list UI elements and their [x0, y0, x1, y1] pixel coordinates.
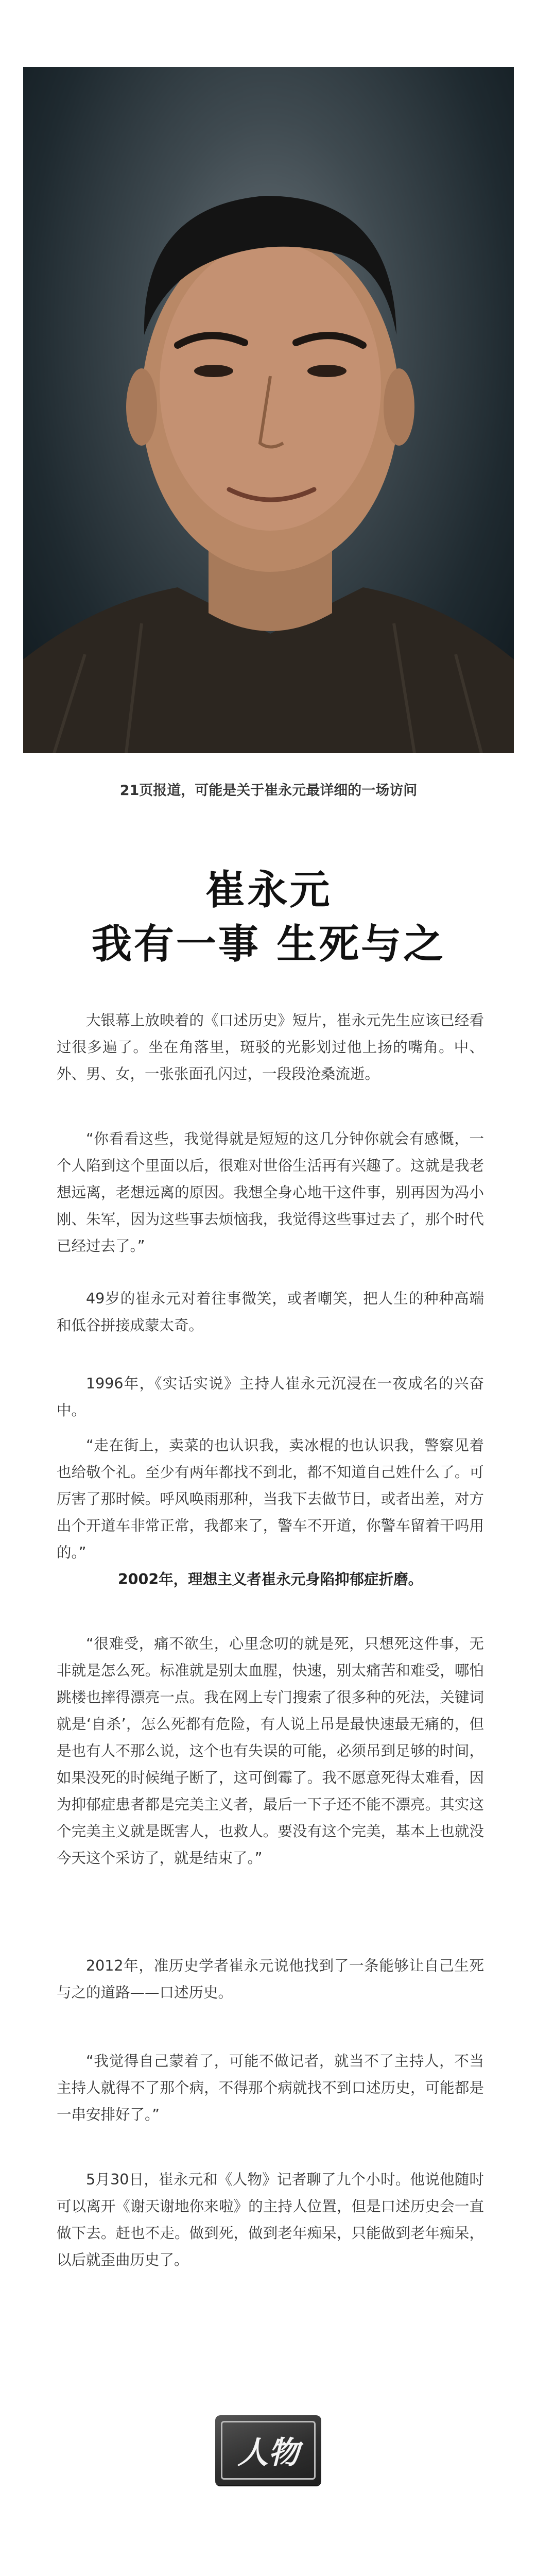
headline-name: 崔永元	[205, 867, 332, 913]
paragraph-quote-1: “你看看这些，我觉得就是短短的这几分钟你就会有感慨，一个人陷到这个里面以后，很难对世俗生活再有兴趣了。这就是我老想远离，老想远离的原因。我想全身心地干这件事，别再因为冯小刚、朱军，因为这些事去烦恼我，我觉得这些事过去了，那个时代已经过去了。”	[57, 1130, 484, 1255]
logo-text: 人物	[221, 2421, 316, 2480]
paragraph-quote-2: “走在街上，卖菜的也认识我，卖冰棍的也认识我，警察见着也给敬个礼。至少有两年都找不到北，都不知道自己姓什么了。可厉害了那时候。呼风唤雨那种，当我下去做节目，或者出差，对方出个开道车非常正常，我都来了，警车不开道，你警车留着干吗用的。”	[57, 1437, 484, 1561]
paragraph-quote-3: “很难受，痛不欲生，心里念叨的就是死，只想死这件事，无非就是怎么死。标准就是别太血腥，快速，别太痛苦和难受，哪怕跳楼也摔得漂亮一点。我在网上专门搜索了很多种的死法，关键词就是‘自杀’，怎么死都有危险，有人说上吊是最快速最无痛的，但是也有人不那么说，这个也有失误的可能，必须吊到足够的时间，如果没死的时候绳子断了，这可倒霉了。我不愿意死得太难看，因为抑郁症患者都是完美主义者，最后一下子还不能不漂亮。其实这个完美主义就是既害人，也救人。要没有这个完美，基本上也就没今天这个采访了，就是结束了。”	[57, 1635, 484, 1867]
subtitle-caption: 21页报道，可能是关于崔永元最详细的一场访问	[119, 783, 418, 799]
renwu-logo	[215, 2415, 321, 2485]
paragraph-49: 49岁的崔永元对着往事微笑，或者嘲笑，把人生的种种高端和低谷拼接成蒙太奇。	[57, 1290, 484, 1334]
paragraph-2012: 2012年，准历史学者崔永元说他找到了一条能够让自己生死与之的道路——口述历史。	[57, 1957, 484, 2001]
paragraph-may30: 5月30日，崔永元和《人物》记者聊了九个小时。他说他随时可以离开《谢天谢地你来啦》的主持人位置，但是口述历史会一直做下去。赶也不走。做到死，做到老年痴呆，只能做到老年痴呆，以后就歪曲历史了。	[57, 2171, 484, 2268]
paragraph-1996: 1996年，《实话实说》主持人崔永元沉浸在一夜成名的兴奋中。	[57, 1375, 484, 1419]
paragraph-quote-4: “我觉得自己蒙着了，可能不做记者，就当不了主持人，不当主持人就得不了那个病，不得那个病就找不到口述历史，可能都是一串安排好了。”	[57, 2053, 484, 2123]
portrait-photo	[23, 67, 514, 753]
paragraph-intro: 大银幕上放映着的《口述历史》短片，崔永元先生应该已经看过很多遍了。坐在角落里，斑驳的光影划过他上扬的嘴角。中、外、男、女，一张张面孔闪过，一段段沧桑流逝。	[57, 1012, 484, 1082]
headline-quote: 我有一事 生死与之	[91, 921, 446, 968]
section-heading-2002: 2002年，理想主义者崔永元身陷抑郁症折磨。	[117, 1571, 423, 1588]
portrait-illustration	[23, 67, 514, 753]
